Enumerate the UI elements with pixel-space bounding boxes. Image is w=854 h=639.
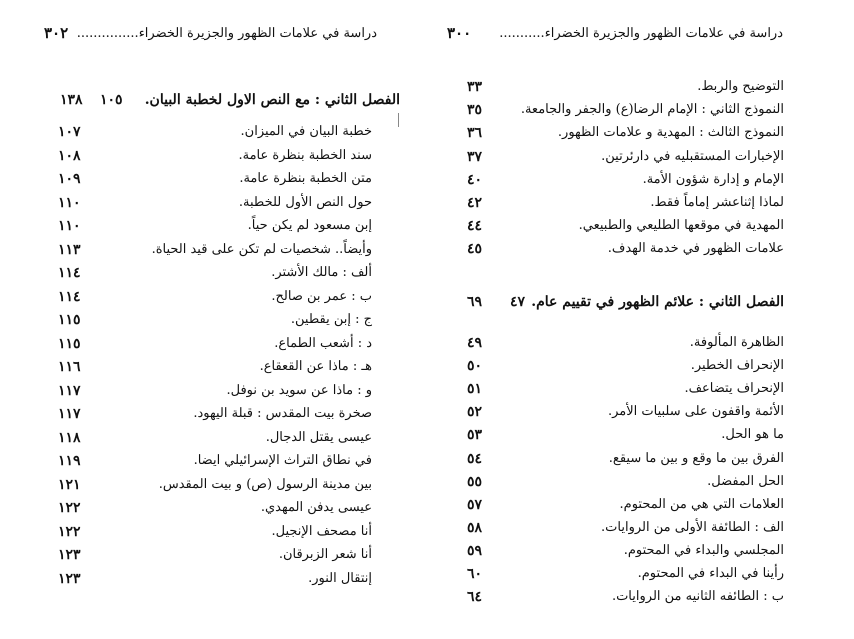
toc-entry bbox=[427, 425, 854, 445]
toc-entry-page: ١٢٣ bbox=[58, 547, 81, 563]
toc-entry-title: النموذج الثاني : الإمام الرضا(ع) والجفر والجامعة. bbox=[520, 102, 784, 118]
toc-entry-page: ١١٣ bbox=[58, 241, 81, 258]
toc-entry bbox=[427, 564, 854, 584]
toc-entry-page: ١١٤ bbox=[58, 265, 81, 281]
toc-entry bbox=[427, 123, 854, 143]
toc-entry-page: ١٢٣ bbox=[58, 570, 81, 587]
toc-entry-page: ١٢٢ bbox=[58, 523, 81, 540]
right-page-header bbox=[447, 22, 783, 44]
toc-entry bbox=[427, 147, 854, 167]
toc-entry-page: ٥٤ bbox=[467, 450, 483, 467]
toc-entry-page: ٥٠ bbox=[467, 358, 483, 375]
chapter-title: الفصل الثاني : علائم الظهور في تقييم عام. bbox=[531, 294, 784, 310]
toc-entry-title: الإمام و إدارة شؤون الأمة. bbox=[642, 171, 784, 187]
toc-entry-title: رأينا في البداء في المحتوم. bbox=[637, 566, 784, 581]
toc-entry-title: في نطاق التراث الإسرائيلي ايضا. bbox=[193, 453, 372, 468]
toc-entry-title: خطبة البيان في الميزان. bbox=[240, 124, 372, 139]
toc-entry bbox=[427, 402, 854, 422]
toc-entry bbox=[0, 451, 427, 471]
toc-entry-page: ١٠٩ bbox=[58, 171, 81, 187]
toc-entry bbox=[427, 239, 854, 259]
toc-entry-page: ٥٧ bbox=[467, 496, 483, 513]
toc-entry bbox=[0, 122, 427, 142]
toc-entry-title: المهدية في موقعها الطليعي والطبيعي. bbox=[578, 218, 784, 234]
toc-entry-page: ٥٣ bbox=[467, 427, 483, 444]
toc-entry-page: ٤٩ bbox=[467, 335, 483, 351]
toc-entry bbox=[427, 587, 854, 607]
toc-entry-title: عيسى يقتل الدجال. bbox=[265, 429, 372, 445]
toc-entry bbox=[0, 569, 427, 589]
toc-entry bbox=[0, 545, 427, 565]
left-chapter-heading bbox=[0, 90, 427, 110]
toc-entry-page: ٤٠ bbox=[467, 171, 483, 188]
toc-entry bbox=[427, 170, 854, 190]
toc-entry-page: ٦٠ bbox=[467, 566, 483, 582]
toc-entry-page: ١١٠ bbox=[58, 194, 81, 211]
toc-entry-title: ب : الطائفه الثانيه من الروايات. bbox=[611, 589, 784, 605]
toc-entry bbox=[427, 333, 854, 353]
toc-entry-page: ١١٧ bbox=[58, 406, 81, 422]
toc-entry-page: ١٢١ bbox=[58, 476, 81, 493]
toc-entry-page: ٦٤ bbox=[467, 589, 483, 606]
toc-entry bbox=[0, 428, 427, 448]
toc-entry-page: ٣٧ bbox=[467, 148, 483, 165]
toc-entry bbox=[0, 216, 427, 236]
toc-entry-page: ١١٥ bbox=[58, 335, 81, 352]
toc-entry-title: و : ماذا عن سويد بن نوفل. bbox=[226, 382, 372, 398]
toc-entry-title: علامات الظهور في خدمة الهدف. bbox=[607, 241, 784, 257]
right-page-header-title: دراسة في علامات الظهور والجزيرة الخضراء........... bbox=[499, 25, 783, 41]
toc-entry-title: المجلسي والبداء في المحتوم. bbox=[623, 542, 784, 558]
toc-entry bbox=[0, 193, 427, 213]
toc-entry bbox=[0, 146, 427, 166]
toc-entry bbox=[0, 522, 427, 542]
chapter-range-end: ٦٩ bbox=[467, 294, 483, 310]
toc-entry bbox=[0, 357, 427, 377]
toc-entry bbox=[427, 472, 854, 492]
toc-entry bbox=[427, 495, 854, 515]
toc-entry bbox=[0, 287, 427, 307]
toc-entry-title: بين مدينة الرسول (ص) و بيت المقدس. bbox=[158, 476, 372, 492]
toc-entry-title: ما هو الحل. bbox=[721, 427, 784, 443]
toc-entry-page: ٥٥ bbox=[467, 473, 483, 490]
toc-entry bbox=[427, 193, 854, 213]
toc-entry-title: إنتقال النور. bbox=[308, 570, 372, 586]
toc-entry-title: العلامات التي هي من المحتوم. bbox=[619, 496, 784, 512]
toc-entry-page: ١١٩ bbox=[58, 453, 81, 469]
toc-entry-title: وأيضاً.. شخصيات لم تكن على قيد الحياة. bbox=[151, 241, 372, 257]
toc-entry-title: الإنحراف الخطير. bbox=[690, 358, 784, 374]
toc-entry-title: صخرة بيت المقدس : قبلة اليهود. bbox=[193, 406, 372, 421]
toc-entry-page: ١٢٢ bbox=[58, 500, 81, 516]
toc-entry-page: ١١٥ bbox=[58, 312, 81, 328]
toc-entry bbox=[0, 404, 427, 424]
toc-entry-title: عيسى يدفن المهدي. bbox=[260, 500, 372, 515]
toc-entry-page: ١١٧ bbox=[58, 382, 81, 399]
toc-entry-title: د : أشعب الطماع. bbox=[274, 335, 372, 351]
toc-entry-title: ج : إبن يقطين. bbox=[290, 312, 372, 327]
toc-entry-title: هـ : ماذا عن القعقاع. bbox=[259, 359, 372, 374]
chapter-range-start: ١٠٥ bbox=[100, 92, 123, 108]
left-page-header-title: دراسة في علامات الظهور والجزيرة الخضراء............... bbox=[76, 25, 377, 41]
toc-entry bbox=[0, 381, 427, 401]
toc-entry bbox=[427, 100, 854, 120]
toc-entry-page: ١١٨ bbox=[58, 429, 81, 446]
right-page-number: ٣٠٠ bbox=[447, 24, 472, 42]
toc-entry-title: لماذا إثناعشر إماماً فقط. bbox=[650, 195, 784, 210]
toc-entry-title: إبن مسعود لم يكن حياً. bbox=[247, 218, 372, 233]
toc-entry-page: ١١٤ bbox=[58, 288, 81, 305]
toc-entry bbox=[427, 518, 854, 538]
toc-entry-title: الفرق بين ما وقع و بين ما سيقع. bbox=[608, 450, 784, 466]
toc-entry bbox=[0, 475, 427, 495]
toc-entry-title: الف : الطائفة الأولى من الروايات. bbox=[601, 519, 784, 535]
chapter-range-start: ٤٧ bbox=[510, 294, 526, 310]
toc-entry-title: حول النص الأول للخطبة. bbox=[238, 194, 372, 210]
toc-entry bbox=[427, 356, 854, 376]
toc-entry-page: ٣٣ bbox=[467, 79, 483, 95]
toc-entry-title: متن الخطبة بنظرة عامة. bbox=[239, 171, 372, 186]
toc-entry-title: النموذج الثالث : المهدية و علامات الظهور. bbox=[557, 125, 784, 141]
toc-entry bbox=[427, 541, 854, 561]
toc-entry-title: الأئمة واقفون على سلبيات الأمر. bbox=[607, 404, 784, 420]
toc-entry bbox=[427, 379, 854, 399]
toc-entry bbox=[427, 77, 854, 97]
toc-entry bbox=[0, 310, 427, 330]
toc-entry-title: الإنحراف يتضاعف. bbox=[684, 381, 784, 397]
toc-entry bbox=[0, 263, 427, 283]
toc-entry-title: الظاهرة المألوفة. bbox=[689, 335, 784, 350]
toc-entry-page: ٤٢ bbox=[467, 195, 483, 211]
toc-entry-title: ب : عمر بن صالح. bbox=[271, 288, 372, 304]
toc-entry-title: الحل المفضل. bbox=[707, 473, 784, 489]
toc-entry-title: سند الخطبة بنظرة عامة. bbox=[238, 147, 372, 163]
right-page bbox=[427, 0, 854, 639]
toc-entry-title: التوضيح والربط. bbox=[697, 79, 784, 94]
toc-entry-title: أنا مصحف الإنجيل. bbox=[271, 523, 372, 539]
toc-entry bbox=[427, 449, 854, 469]
left-page-number: ٣٠٢ bbox=[44, 24, 69, 42]
toc-entry bbox=[0, 498, 427, 518]
toc-entry bbox=[427, 216, 854, 236]
right-chapter-heading bbox=[427, 292, 854, 312]
toc-entry-page: ١١٠ bbox=[58, 218, 81, 234]
toc-entry-title: ألف : مالك الأشتر. bbox=[271, 265, 372, 280]
toc-entry-page: ٥٩ bbox=[467, 542, 483, 559]
toc-entry-page: ٥٢ bbox=[467, 404, 483, 421]
toc-entry-page: ٤٤ bbox=[467, 218, 483, 235]
toc-entry-page: ٣٥ bbox=[467, 102, 483, 119]
toc-entry-page: ٣٦ bbox=[467, 125, 483, 142]
toc-entry-title: الإخبارات المستقبليه في دارئرتين. bbox=[601, 148, 784, 164]
toc-entry-page: ٥١ bbox=[467, 381, 483, 398]
chapter-title: الفصل الثاني : مع النص الاول لخطبة البيان. bbox=[144, 92, 400, 108]
toc-entry-page: ١٠٨ bbox=[58, 147, 81, 164]
toc-entry-page: ١١٦ bbox=[58, 359, 81, 375]
toc-entry bbox=[0, 240, 427, 260]
toc-entry-page: ٥٨ bbox=[467, 519, 483, 536]
toc-entry-page: ٤٥ bbox=[467, 241, 483, 258]
toc-entry bbox=[0, 169, 427, 189]
chapter-range-end: ١٣٨ bbox=[60, 92, 83, 108]
toc-entry-title: أنا شعر الزبرقان. bbox=[278, 547, 372, 562]
left-page-header bbox=[44, 22, 377, 44]
toc-entry-page: ١٠٧ bbox=[58, 124, 81, 140]
toc-entry bbox=[0, 334, 427, 354]
